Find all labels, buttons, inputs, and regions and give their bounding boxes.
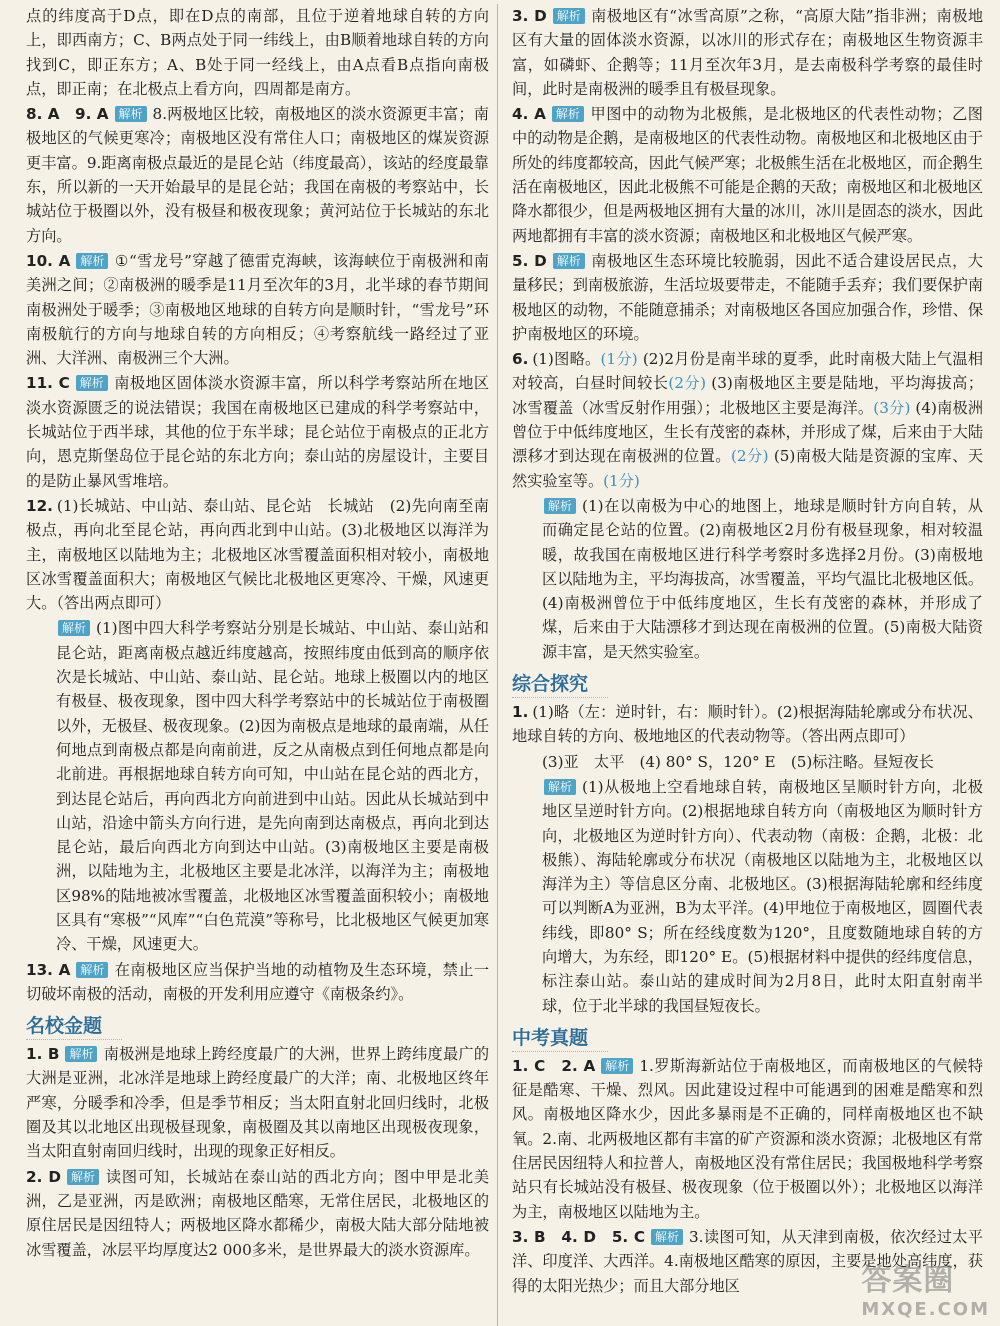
question-number: 1. C 2. A xyxy=(512,1056,596,1075)
answer-m6-analysis: 解析 (1)在以南极为中心的地图上，地球是顺时针方向自转，从而确定昆仑站的位置。(2)南极地区2月份有极昼现象，相对较温暖，故我国在南极地区进行科学考察时多选择2月份。(3)南极地区以陆地为主，平均海拔高，冰雪覆盖，平均气温比北极地区低。(4)南极洲曾位于中低纬度地区，生长有茂密的森林，并形成了煤，后来由于大陆漂移才到达现在南极洲的位置。(5)南极大陆资源丰富，是天然实验室。 xyxy=(542,496,983,661)
analysis-badge: 解析 xyxy=(544,498,576,514)
score-label: (2分) xyxy=(730,447,769,466)
question-number: 12. xyxy=(26,496,53,515)
question-number: 8. A 9. A xyxy=(26,105,109,124)
answer-12: 12. (1)长城站、中山站、泰山站、昆仑站 长城站 (2)先向南至南极点，再向北至昆仑站，再向西北到中山站。(3)北极地区以海洋为主，南极地区以陆地为主；北极地区冰雪覆盖面积相对较小，南极地区冰雪覆盖面积大；南极地区气候比北极地区更寒冷、干燥，风速更大。（答出两点即可） xyxy=(26,496,489,613)
question-number: 10. A xyxy=(26,251,71,270)
analysis-badge: 解析 xyxy=(76,253,108,269)
analysis-badge: 解析 xyxy=(76,962,108,978)
left-column xyxy=(26,4,497,1326)
answer-10: 10. A 解析 ①“雪龙号”穿越了德雷克海峡，该海峡位于南极洲和南美洲之间；②南极洲的暖季是11月至次年的3月，北半球的春节期间南极洲处于暖季；③南极地区地球的自转方向是顺时针，“雪龙号”环南极航行的方向与地球自转的方向相反；④考察航线一路经过了亚洲、大洋洲、南极洲三个大洲。 xyxy=(26,251,489,368)
answer-11: 11. C 解析 南极地区固体淡水资源丰富，所以科学考察站所在地区淡水资源匮乏的说法错误；我国在南极地区已建成的科学考察站中，长城站位于西半球，其他的位于东半球；昆仑站位于南极点的正北方向，恩克斯堡岛位于昆仑站的东北方向；泰山站的房屋设计，主要目的是防止暴风雪堆培。 xyxy=(26,374,490,490)
analysis-badge: 解析 xyxy=(553,8,585,24)
answer-z1-part2: (3)亚 太平 (4) 80° S，120° E (5)标注略。昼短夜长 xyxy=(542,752,934,771)
answer-m2: 2. D 解析 读图可知，长城站在泰山站的西北方向；图中甲是北美洲，乙是亚洲，丙是欧洲；南极地区酷寒，无常住居民，北极地区的原住居民是因纽特人；两极地区降水都稀少，南极大陆大部分陆地被冰雪覆盖，冰层平均厚度达2 000多米，是世界最大的淡水资源库。 xyxy=(26,1167,490,1259)
score-label: (2分) xyxy=(668,374,706,393)
right-column xyxy=(497,4,983,1326)
analysis-badge: 解析 xyxy=(115,106,147,122)
answer-z1: 1. (1)略（左：逆时针，右：顺时针）。(2)根据海陆轮廓或分布状况、地球自转的方向、极地地区的代表动物等。（答出两点即可） xyxy=(512,703,983,746)
section-heading: 综合探究 xyxy=(512,671,608,698)
analysis-badge: 解析 xyxy=(553,253,585,269)
answer-13: 13. A 解析 在南极地区应当保护当地的动植物及生态环境，禁止一切破坏南极的活动，南极的开发利用应遵守《南极条约》。 xyxy=(26,960,490,1003)
question-number: 5. D xyxy=(512,251,547,270)
analysis-badge: 解析 xyxy=(544,779,576,795)
answer-12-analysis: 解析 (1)图中四大科学考察站分别是长城站、中山站、泰山站和昆仑站，距离南极点越近纬度越高，按照纬度由低到高的顺序依次是长城站、中山站、泰山站、昆仑站。地球上极圈以内的地区有极昼、极夜现象，图中四大科学考察站中的长城站位于南极圈以外，无极昼、极夜现象。(2)因为南极点是地球的最南端，从任何地点到南极点都是向南前进，反之从南极点到任何地点都是向北前进。再根据地球自转方向可知，中山站在昆仑站的西北方，到达昆仑站后，再向西北方向前进到中山站。因此从长城站到中山站，沿途中箭头方向行进，是先向南到达南极点，再向北到达昆仑站，最后向西北方向到达中山站。(3)南极地区主要是南极洲，以陆地为主，北极地区主要是北冰洋，以海洋为主；南极地区98%的陆地被冰雪覆盖，北极地区冰雪覆盖面积较小；南极地区具有“寒极”“风库”“白色荒漠”等称号，比北极地区气候更加寒冷、干燥，风速更大。 xyxy=(56,619,489,954)
analysis-badge: 解析 xyxy=(67,1169,99,1185)
question-number: 1. B xyxy=(26,1045,60,1064)
answer-m4: 4. A 解析 甲图中的动物为北极熊，是北极地区的代表性动物；乙图中的动物是企鹅，是南极地区的代表性动物。南极地区和北极地区由于所处的纬度都较高，因此气候严寒；北极熊生活在北极地区，而企鹅生活在南极地区，因此北极熊不可能是企鹅的天敌；南极地区和北极地区降水都很少，但是两极地区拥有大量的冰川，冰川是固态的淡水，因此两地都拥有丰富的淡水资源；南极地区和北极地区气候严寒。 xyxy=(512,105,983,245)
site-watermark: 答案圈 MXQE.COM xyxy=(861,1263,990,1320)
analysis-badge: 解析 xyxy=(58,620,90,636)
question-number: 2. D xyxy=(26,1167,62,1186)
question-number: 1. xyxy=(512,703,529,722)
answer-m5: 5. D 解析 南极地区生态环境比较脆弱，因此不适合建设居民点，大量移民；到南极旅游，生活垃圾要带走，不能随手丢弃；我们要保护南极地区的动物，不能随意捕杀；对南极地区各国应加强合作，珍惜、保护南极地区的环境。 xyxy=(512,251,983,343)
analysis-badge: 解析 xyxy=(76,375,108,391)
question-number: 3. D xyxy=(512,7,547,25)
answer-k3-5: 3. B 4. D 5. C 解析 3.读图可知，从天津到南极，依次经过太平洋、印度洋、大西洋。4.南极地区酷寒的原因，主要是地处高纬度，获得的太阳光热少；而且大部分地区 xyxy=(512,1227,983,1295)
question-number: 6. xyxy=(512,350,529,369)
section-heading: 名校金题 xyxy=(26,1013,122,1040)
analysis-badge: 解析 xyxy=(651,1229,683,1245)
question-number: 3. B 4. D 5. C xyxy=(512,1227,645,1246)
answer-z1-analysis: 解析 (1)从极地上空看地球自转，南极地区呈顺时针方向，北极地区呈逆时针方向。(2)根据地球自转方向（南极地区为顺时针方向，北极地区为逆时针方向）、代表动物（南极：企鹅，北极：北极熊）、海陆轮廓或分布状况（南极地区以陆地为主，北极地区以海洋为主）等信息区分南、北极地区。(3)根据海陆轮廓和经纬度可以判断A为亚洲，B为太平洋。(4)甲地位于南极地区，圆圈代表纬线，即80° S；所在经线度数为120°，且度数随地球自转的方向增大，为东经，即120° E。(5)根据材料中提供的经纬度信息，标注泰山站。泰山站的建成时间为2月8日，此时太阳直射南半球，位于北半球的我国昼短夜长。 xyxy=(542,777,983,1015)
answer-m1: 1. B 解析 南极洲是地球上跨经度最广的大洲，世界上跨纬度最广的大洲是亚洲，北冰洋是地球上跨经度最广的大洋；南、北极地区终年严寒，分暖季和冷季，但是季节相反；当太阳直射北回归线时，北极圈及其以北地区出现极昼现象，南极圈及其以南地区出现极夜现象，当太阳直射南回归线时，出现的现象正好相反。 xyxy=(26,1045,489,1161)
section-heading: 中考真题 xyxy=(512,1025,608,1052)
answer-m6: 6. (1)图略。(1分) (2)2月份是南半球的夏季，此时南极大陆上气温相对较高，白昼时间较长(2分) (3)南极地区主要是陆地，平均海拔高；冰雪覆盖（冰雪反射作用强）；北极地区主要是海洋。(3分) (4)南极洲曾位于中低纬度地区，生长有茂密的森林，并形成了煤，后来由于大陆漂移才到达现在南极洲的位置。(2分) (5)南极大陆是资源的宝库、天然实验室等。(1分) xyxy=(512,350,983,490)
analysis-badge: 解析 xyxy=(552,106,584,122)
score-label: (1分) xyxy=(600,350,638,369)
answer-m3: 3. D 解析 南极地区有“冰雪高原”之称，“高原大陆”指非洲；南极地区有大量的固体淡水资源，以冰川的形式存在；南极地区生物资源丰富，如磷虾、企鹅等；11月至次年3月，是去南极科学考察的最佳时间，此时是南极洲的暖季且有极昼现象。 xyxy=(512,7,983,98)
analysis-badge: 解析 xyxy=(601,1058,633,1074)
answer-k1-2: 1. C 2. A 解析 1.罗斯海新站位于南极地区，而南极地区的气候特征是酷寒、干燥、烈风。因此建设过程中可能遇到的困难是酷寒和烈风。南极地区降水少，因此多暴雨是不正确的，同样南极地区也不缺氧。2.南、北两极地区都有丰富的矿产资源和淡水资源；北极地区有常住居民因纽特人和拉普人，南极地区没有常住居民；我国极地科学考察站只有长城站没有极昼、极夜现象（位于极圈以外）；北极地区以海洋为主，南极地区以陆地为主。 xyxy=(512,1056,983,1221)
question-number: 13. A xyxy=(26,960,71,979)
score-label: (1分) xyxy=(603,471,640,490)
question-number: 4. A xyxy=(512,105,546,124)
answer-continuation: 点的纬度高于D点，即在D点的南部，且位于逆着地球自转的方向上，即西南方；C、B两点处于同一纬线上，由B顺着地球自转的方向找到C，即正东方；A、B处于同一经线上，由A点看B点指向南极点，即正南；在北极点上看方向，四周都是南方。 xyxy=(26,7,489,98)
score-label: (3分) xyxy=(873,398,911,417)
answer-8-9: 8. A 9. A 解析 8.两极地区比较，南极地区的淡水资源更丰富；南极地区的气候更寒冷；南极地区没有常住人口；南极地区的煤炭资源更丰富。9.距离南极点最近的是昆仑站（纬度最高），该站的经度最靠东，所以新的一天开始最早的是昆仑站；我国在南极的考察站中，长城站位于极圈以外，没有极昼和极夜现象；黄河站位于长城站的东北方向。 xyxy=(26,105,489,245)
question-number: 11. C xyxy=(26,374,70,393)
analysis-badge: 解析 xyxy=(65,1046,97,1062)
